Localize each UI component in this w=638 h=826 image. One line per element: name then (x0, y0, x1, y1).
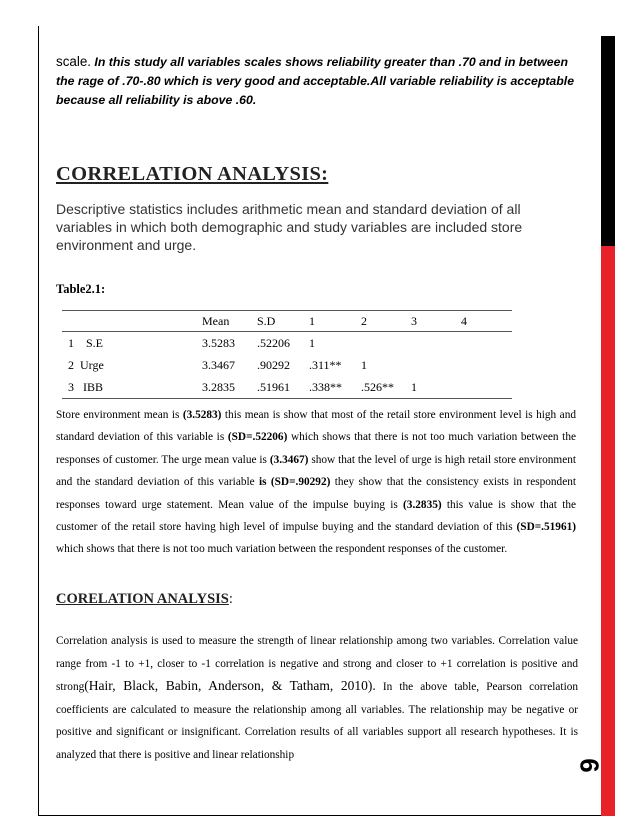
text-run: which shows that there is not too much variation between the respondent responses of the customer. (56, 543, 508, 556)
table-cell (461, 332, 512, 355)
table-header-row (62, 311, 512, 332)
table-cell: .52206 (257, 335, 290, 350)
table-row (62, 376, 512, 399)
side-bar-accent (601, 246, 615, 816)
text-run: In the above table, Pearson correlation coefficients are calculated to measure the relationship among all variables. The relationship may be negative or positive and significant or insignificant. Correlation results of all variables support all research hypotheses. It is analyzed that there is positive and linear relationship (56, 681, 579, 761)
text-run: this mean is show that most of the retail store environment level is high and standard deviation of this variable is (56, 409, 576, 444)
table-cell (461, 354, 512, 376)
text-run: Store environment mean is (56, 409, 183, 421)
text-run: show that the level of urge is high retail store environment and the standard deviation of this variable (56, 453, 577, 489)
section-heading-correlation: CORRELATION ANALYSIS: (56, 163, 329, 185)
table-cell-variable: 2 Urge (68, 357, 104, 372)
table-cell: 1 (309, 335, 315, 350)
table-cell: .338** (309, 379, 342, 394)
store-environment-paragraph (56, 404, 576, 561)
table-header-cell (62, 311, 202, 332)
table-header-cell: Mean (202, 313, 230, 328)
table-header-cell: 3 (411, 313, 417, 328)
table-cell (461, 376, 512, 399)
intro-block (56, 52, 586, 110)
descriptive-statistics-paragraph: Descriptive statistics includes arithmetic mean and standard deviation of all variables in which both demographic and study variables are included store environment and urge. (56, 201, 523, 253)
table-header-cell: 1 (309, 313, 315, 328)
table-cell-variable: 3 IBB (68, 379, 104, 394)
text-run: this value is show that the customer of the retail store having high level of impulse buying and the standard deviation of this (56, 498, 576, 534)
sd-value-se: (SD=.52206) (227, 431, 288, 444)
table-cell-variable: 1 S.E (68, 335, 104, 350)
table-cell: 3.3467 (202, 357, 235, 372)
intro-lead: scale. (56, 54, 91, 69)
intro-rest: In this study all variables scales shows reliability greater than .70 and in between the rage of .70-.80 which is very good and acceptable.All variable reliability is acceptable because all reliability is above .60. (56, 55, 575, 107)
table-cell (411, 332, 461, 355)
page-number: 6 (574, 758, 605, 773)
mean-value-se: (3.5283) (182, 409, 222, 421)
table-header-cell: 4 (461, 313, 467, 328)
correlation-analysis-paragraph (56, 630, 578, 766)
sd-value-ibb: (SD=.51961) (516, 521, 576, 534)
table-header-cell: S.D (257, 313, 276, 328)
text-run: they show that the consistency exists in respondent responses toward urge statement. Mean value of the impulse buying is (56, 476, 576, 511)
table-cell (361, 332, 411, 355)
table-row (62, 354, 512, 376)
mean-value-ibb: (3.2835) (403, 498, 442, 511)
table-cell: 3.5283 (202, 335, 235, 350)
mean-value-urge: (3.3467) (269, 453, 309, 466)
heading-text: CORELATION ANALYSIS (56, 591, 229, 607)
heading-colon: : (228, 591, 233, 607)
descriptive-correlation-table (62, 310, 512, 399)
text-run: Correlation analysis is used to measure the strength of linear relationship among two variables. Correlation value range from -1 to +1, closer to -1 correlation is negative and strong and closer to +1 correlation is positive and strong (56, 635, 578, 693)
table-header-cell: 2 (361, 313, 367, 328)
table-cell: 1 (361, 357, 367, 372)
table-cell (411, 354, 461, 376)
table-cell: .311** (309, 357, 342, 372)
table-row (62, 332, 512, 355)
intro-paragraph (56, 52, 586, 110)
table-cell: 1 (411, 379, 417, 394)
text-run: which shows that there is not too much variation between the responses of customer. The urge mean value is (56, 431, 576, 466)
table-cell: 3.2835 (202, 379, 235, 394)
table-label: Table2.1: (56, 282, 106, 296)
table-cell: .526** (361, 379, 394, 394)
citation: (Hair, Black, Babin, Anderson, & Tatham, 2010). (84, 678, 376, 693)
table-cell: .90292 (257, 357, 290, 372)
section-heading-corelation (56, 591, 233, 608)
table-cell: .51961 (257, 379, 290, 394)
sd-value-urge: is (SD=.90292) (259, 476, 331, 489)
side-bar-dark (601, 36, 615, 246)
